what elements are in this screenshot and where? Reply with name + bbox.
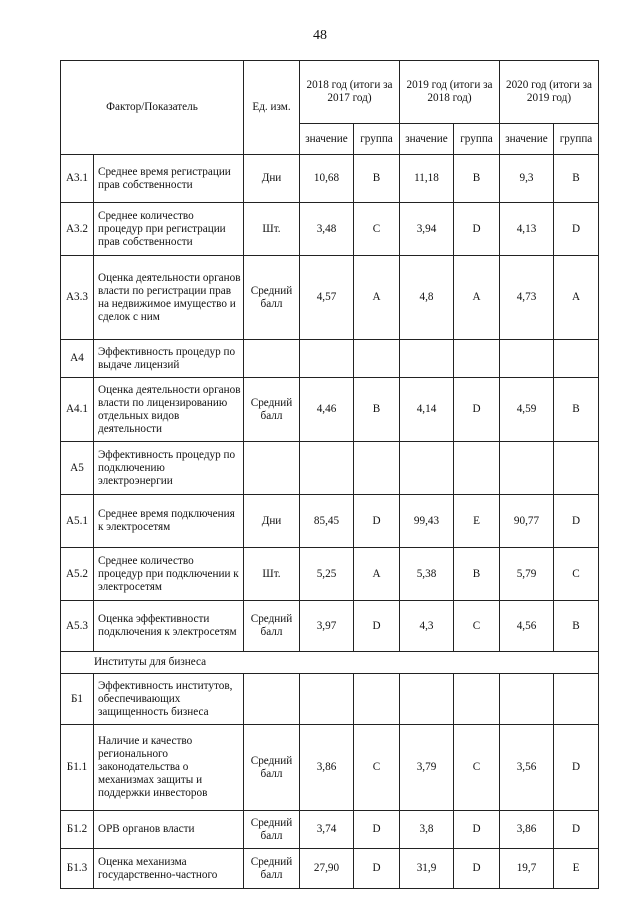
group-2019-cell (454, 674, 500, 725)
value-2020-cell: 4,13 (500, 203, 554, 256)
unit-cell: Шт. (244, 548, 300, 601)
header-group-2019: группа (454, 124, 500, 155)
value-2018-cell (300, 674, 354, 725)
value-2018-cell: 3,97 (300, 601, 354, 652)
code-cell: А5.2 (61, 548, 94, 601)
group-2020-cell: B (554, 155, 599, 203)
name-cell: Среднее время регистрации прав собственности (94, 155, 244, 203)
group-2018-cell (354, 674, 400, 725)
header-factor: Фактор/Показатель (61, 61, 244, 155)
value-2019-cell: 3,79 (400, 725, 454, 811)
value-2020-cell (500, 674, 554, 725)
group-2019-cell: A (454, 256, 500, 340)
name-cell: Среднее количество процедур при регистрации прав собственности (94, 203, 244, 256)
unit-cell (244, 442, 300, 495)
value-2019-cell (400, 340, 454, 378)
group-2019-cell: C (454, 601, 500, 652)
value-2018-cell: 27,90 (300, 849, 354, 889)
value-2020-cell (500, 340, 554, 378)
table-row (61, 340, 599, 378)
unit-cell: Шт. (244, 203, 300, 256)
value-2018-cell (300, 340, 354, 378)
value-2020-cell: 9,3 (500, 155, 554, 203)
name-cell: Эффективность процедур по выдаче лицензий (94, 340, 244, 378)
table-row (61, 601, 599, 652)
value-2019-cell (400, 674, 454, 725)
unit-cell: Средний балл (244, 811, 300, 849)
value-2019-cell: 5,38 (400, 548, 454, 601)
group-2020-cell: A (554, 256, 599, 340)
code-cell: Б1.1 (61, 725, 94, 811)
table-row (61, 155, 599, 203)
code-cell: А5.1 (61, 495, 94, 548)
table-row (61, 811, 599, 849)
table-row (61, 495, 599, 548)
group-2020-cell: B (554, 601, 599, 652)
group-2020-cell: D (554, 495, 599, 548)
group-2018-cell: B (354, 378, 400, 442)
value-2018-cell: 10,68 (300, 155, 354, 203)
group-2018-cell: D (354, 811, 400, 849)
unit-cell: Дни (244, 155, 300, 203)
code-cell: А4 (61, 340, 94, 378)
header-year-2018: 2018 год (итоги за 2017 год) (300, 61, 400, 124)
value-2018-cell: 85,45 (300, 495, 354, 548)
value-2020-cell: 3,86 (500, 811, 554, 849)
name-cell: Среднее количество процедур при подключении к электросетям (94, 548, 244, 601)
unit-cell: Дни (244, 495, 300, 548)
code-cell: А5 (61, 442, 94, 495)
table-row (61, 725, 599, 811)
value-2019-cell: 4,8 (400, 256, 454, 340)
name-cell: Эффективность институтов, обеспечивающих защищенность бизнеса (94, 674, 244, 725)
group-2018-cell: B (354, 155, 400, 203)
group-2019-cell (454, 340, 500, 378)
header-value-2018: значение (300, 124, 354, 155)
value-2019-cell: 3,94 (400, 203, 454, 256)
group-2020-cell: C (554, 548, 599, 601)
code-cell: А3.1 (61, 155, 94, 203)
table-row (61, 548, 599, 601)
table-row (61, 442, 599, 495)
code-cell: Б1.3 (61, 849, 94, 889)
header-year-2020: 2020 год (итоги за 2019 год) (500, 61, 599, 124)
group-2018-cell: D (354, 495, 400, 548)
header-group-2020: группа (554, 124, 599, 155)
value-2018-cell (300, 442, 354, 495)
table-row (61, 674, 599, 725)
value-2019-cell: 99,43 (400, 495, 454, 548)
name-cell: Эффективность процедур по подключению электроэнергии (94, 442, 244, 495)
group-2020-cell (554, 340, 599, 378)
group-2018-cell: C (354, 725, 400, 811)
group-2018-cell: C (354, 203, 400, 256)
section-row (61, 652, 599, 674)
value-2019-cell: 31,9 (400, 849, 454, 889)
value-2018-cell: 4,57 (300, 256, 354, 340)
name-cell: Оценка деятельности органов власти по лицензированию отдельных видов деятельности (94, 378, 244, 442)
group-2018-cell (354, 442, 400, 495)
unit-cell: Средний балл (244, 378, 300, 442)
group-2019-cell: D (454, 378, 500, 442)
value-2020-cell: 4,73 (500, 256, 554, 340)
group-2019-cell: E (454, 495, 500, 548)
group-2019-cell: D (454, 203, 500, 256)
table-body (61, 155, 599, 889)
group-2018-cell: D (354, 849, 400, 889)
code-cell: Б1.2 (61, 811, 94, 849)
table-row (61, 203, 599, 256)
value-2018-cell: 3,74 (300, 811, 354, 849)
header-unit: Ед. изм. (244, 61, 300, 155)
indicators-table (60, 60, 599, 889)
group-2020-cell: D (554, 725, 599, 811)
group-2020-cell: B (554, 378, 599, 442)
group-2019-cell (454, 442, 500, 495)
value-2019-cell: 4,14 (400, 378, 454, 442)
group-2018-cell: A (354, 256, 400, 340)
code-cell: А3.2 (61, 203, 94, 256)
value-2019-cell: 3,8 (400, 811, 454, 849)
unit-cell: Средний балл (244, 256, 300, 340)
group-2020-cell: D (554, 811, 599, 849)
value-2020-cell (500, 442, 554, 495)
name-cell: Оценка эффективности подключения к электросетям (94, 601, 244, 652)
code-cell: А4.1 (61, 378, 94, 442)
unit-cell: Средний балл (244, 601, 300, 652)
value-2018-cell: 3,86 (300, 725, 354, 811)
value-2020-cell: 4,59 (500, 378, 554, 442)
value-2019-cell: 11,18 (400, 155, 454, 203)
group-2019-cell: D (454, 849, 500, 889)
name-cell: ОРВ органов власти (94, 811, 244, 849)
value-2020-cell: 90,77 (500, 495, 554, 548)
value-2019-cell (400, 442, 454, 495)
unit-cell: Средний балл (244, 725, 300, 811)
value-2019-cell: 4,3 (400, 601, 454, 652)
code-cell: А3.3 (61, 256, 94, 340)
value-2020-cell: 5,79 (500, 548, 554, 601)
value-2018-cell: 5,25 (300, 548, 354, 601)
group-2019-cell: B (454, 155, 500, 203)
group-2020-cell (554, 674, 599, 725)
unit-cell: Средний балл (244, 849, 300, 889)
group-2019-cell: B (454, 548, 500, 601)
name-cell: Оценка механизма государственно-частного (94, 849, 244, 889)
header-value-2019: значение (400, 124, 454, 155)
group-2020-cell (554, 442, 599, 495)
group-2018-cell: D (354, 601, 400, 652)
unit-cell (244, 340, 300, 378)
code-cell: Б1 (61, 674, 94, 725)
value-2020-cell: 3,56 (500, 725, 554, 811)
name-cell: Оценка деятельности органов власти по регистрации прав на недвижимое имущество и сделок с ним (94, 256, 244, 340)
value-2018-cell: 3,48 (300, 203, 354, 256)
group-2020-cell: E (554, 849, 599, 889)
value-2018-cell: 4,46 (300, 378, 354, 442)
section-title: Институты для бизнеса (61, 652, 599, 674)
group-2020-cell: D (554, 203, 599, 256)
group-2019-cell: C (454, 725, 500, 811)
table-row (61, 849, 599, 889)
table-row (61, 378, 599, 442)
header-year-2019: 2019 год (итоги за 2018 год) (400, 61, 500, 124)
value-2020-cell: 4,56 (500, 601, 554, 652)
name-cell: Наличие и качество регионального законодательства о механизмах защиты и поддержки инвесторов (94, 725, 244, 811)
name-cell: Среднее время подключения к электросетям (94, 495, 244, 548)
code-cell: А5.3 (61, 601, 94, 652)
group-2018-cell (354, 340, 400, 378)
unit-cell (244, 674, 300, 725)
header-group-2018: группа (354, 124, 400, 155)
page-number: 48 (313, 28, 327, 43)
group-2019-cell: D (454, 811, 500, 849)
table-row (61, 256, 599, 340)
value-2020-cell: 19,7 (500, 849, 554, 889)
header-value-2020: значение (500, 124, 554, 155)
group-2018-cell: A (354, 548, 400, 601)
